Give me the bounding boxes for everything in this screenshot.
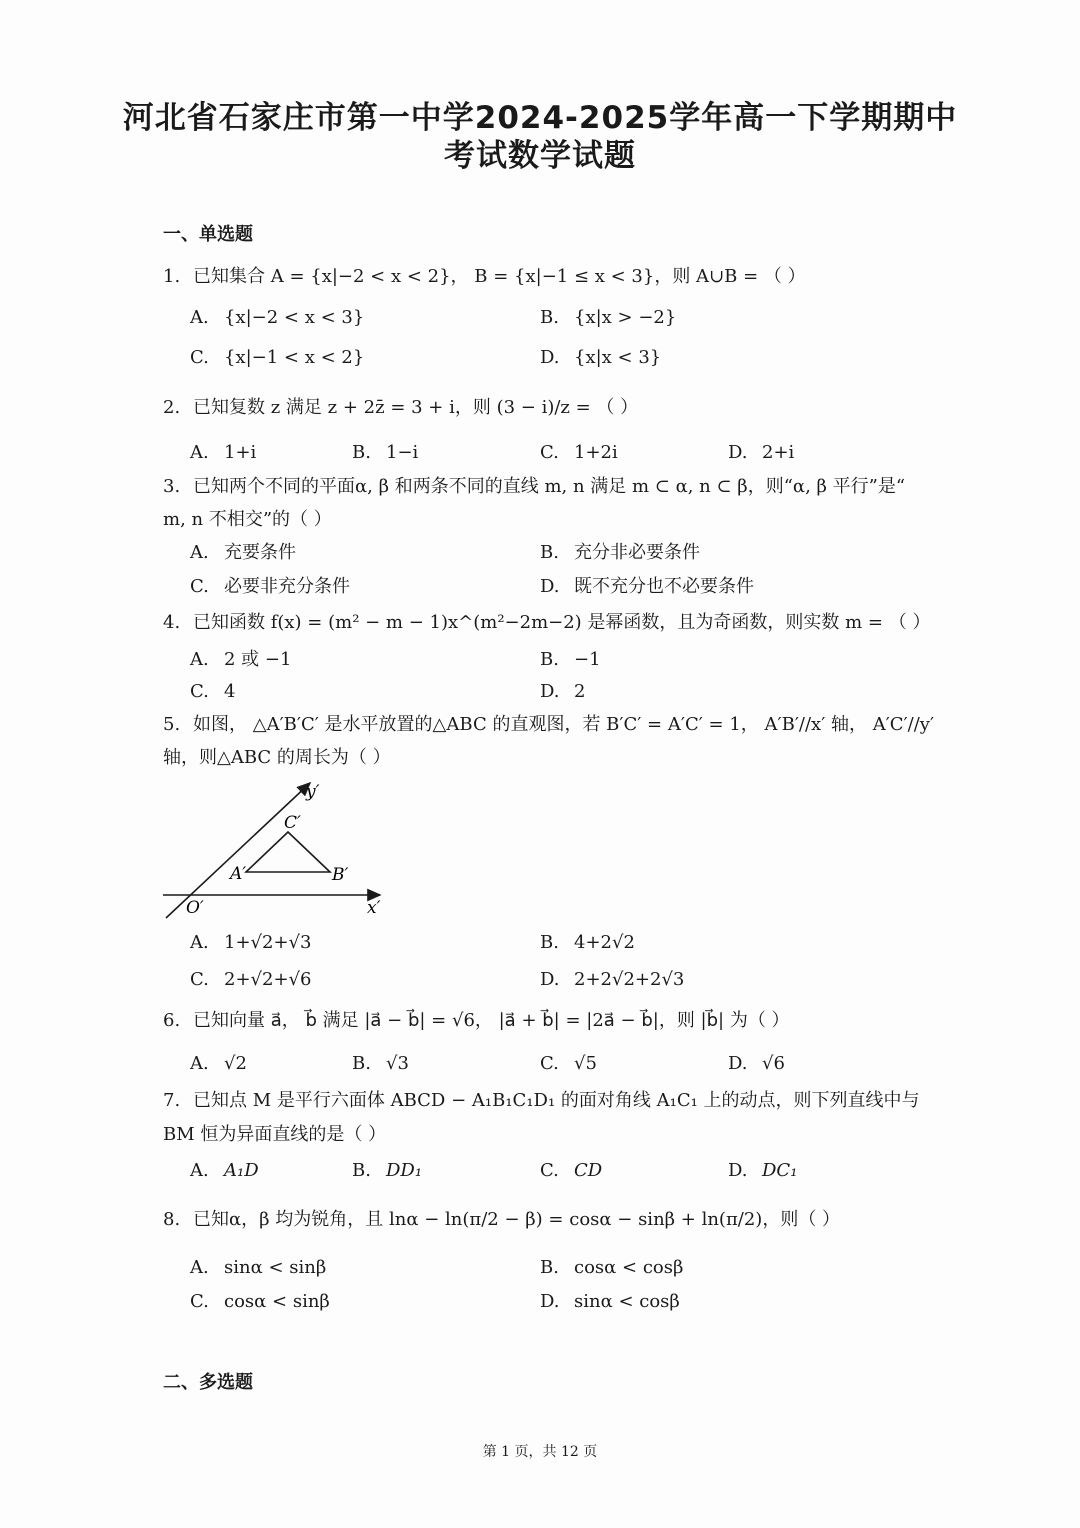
triangle-a-b-c-prime <box>246 832 330 872</box>
option-b: B. 4+2√2 <box>540 932 635 953</box>
option-d: D. 2+i <box>728 442 795 463</box>
option-d: D. {x|x < 3} <box>540 347 662 368</box>
question-text: 已知α，β 均为锐角，且 lnα − ln(π/2 − β) = cosα − sinβ + ln(π/2)，则（ ） <box>193 1209 841 1230</box>
option-b: B. cosα < cosβ <box>540 1257 684 1278</box>
option-a: A. 2 或 −1 <box>190 649 292 670</box>
question-number: 1. <box>163 266 181 287</box>
option-d: D. 2+2√2+2√3 <box>540 969 685 990</box>
option-b: B. 充分非必要条件 <box>540 542 700 563</box>
question-1 <box>163 265 806 289</box>
question-number: 6. <box>163 1010 181 1031</box>
question-text: 如图， △A′B′C′ 是水平放置的△ABC 的直观图，若 B′C′ = A′C′ = 1， A′B′//x′ 轴， A′C′//y′ <box>193 714 935 735</box>
question-text: 已知函数 f(x) = (m² − m − 1)x^(m²−2m−2) 是幂函数，且为奇函数，则实数 m = （ ） <box>193 612 931 633</box>
label-x-prime: x′ <box>367 898 381 918</box>
question-5-line-2: 轴，则△ABC 的周长为（ ） <box>163 747 391 768</box>
question-3-line-2: m, n 不相交”的（ ） <box>163 509 332 530</box>
question-text: 已知两个不同的平面α, β 和两条不同的直线 m, n 满足 m ⊂ α, n ⊂ β，则“α, β 平行”是“ <box>193 476 906 497</box>
question-number: 2. <box>163 397 181 418</box>
option-b: B. {x|x > −2} <box>540 307 677 328</box>
section-heading-multi: 二、多选题 <box>163 1372 253 1393</box>
option-a: A. 1+i <box>190 442 257 463</box>
question-4 <box>163 611 930 635</box>
option-a: A. {x|−2 < x < 3} <box>190 307 365 328</box>
oblique-projection-figure <box>160 775 400 925</box>
page-footer: 第 1 页，共 12 页 <box>482 1444 598 1460</box>
option-c: C. cosα < sinβ <box>190 1291 330 1312</box>
option-d: D. 既不充分也不必要条件 <box>540 576 754 597</box>
question-number: 4. <box>163 612 181 633</box>
option-a: A. 1+√2+√3 <box>190 932 312 953</box>
option-c: C. CD <box>540 1160 603 1181</box>
question-2 <box>163 396 638 420</box>
question-text: 已知向量 a⃗， b⃗ 满足 |a⃗ − b⃗| = √6， |a⃗ + b⃗| = |2a⃗ − b⃗|，则 |b⃗| 为（ ） <box>193 1010 790 1031</box>
option-b: B. −1 <box>540 649 601 670</box>
option-c: C. 4 <box>190 681 236 702</box>
option-b: B. √3 <box>352 1053 409 1074</box>
question-7 <box>163 1089 920 1113</box>
option-c: C. 2+√2+√6 <box>190 969 312 990</box>
section-heading-single: 一、单选题 <box>163 224 253 245</box>
option-c: C. 必要非充分条件 <box>190 576 350 597</box>
option-a: A. sinα < sinβ <box>190 1257 327 1278</box>
question-number: 3. <box>163 476 181 497</box>
question-number: 5. <box>163 714 181 735</box>
question-7-line-2: BM 恒为异面直线的是（ ） <box>163 1124 387 1145</box>
question-text: 已知集合 A = {x|−2 < x < 2}， B = {x|−1 ≤ x < 3}，则 A∪B = （ ） <box>193 266 806 287</box>
option-a: A. 充要条件 <box>190 542 296 563</box>
option-d: D. 2 <box>540 681 586 702</box>
option-a: A. √2 <box>190 1053 247 1074</box>
page-title-line-2: 考试数学试题 <box>444 138 636 174</box>
question-6 <box>163 1009 790 1033</box>
option-d: D. DC₁ <box>728 1160 798 1181</box>
label-a-prime: A′ <box>230 864 247 884</box>
question-number: 7. <box>163 1090 181 1111</box>
question-8 <box>163 1208 840 1232</box>
question-text: 已知点 M 是平行六面体 ABCD − A₁B₁C₁D₁ 的面对角线 A₁C₁ 上的动点，则下列直线中与 <box>193 1090 920 1111</box>
label-b-prime: B′ <box>332 865 349 885</box>
label-origin: O′ <box>186 898 204 918</box>
option-c: C. 1+2i <box>540 442 618 463</box>
question-5 <box>163 713 934 737</box>
question-text: 已知复数 z 满足 z + 2z̄ = 3 + i，则 (3 − i)/z = （ ） <box>193 397 639 418</box>
question-3 <box>163 475 905 499</box>
option-a: A. A₁D <box>190 1160 259 1181</box>
option-d: D. sinα < cosβ <box>540 1291 680 1312</box>
option-d: D. √6 <box>728 1053 785 1074</box>
option-c: C. √5 <box>540 1053 597 1074</box>
option-b: B. 1−i <box>352 442 419 463</box>
label-y-prime: y′ <box>306 782 320 802</box>
option-b: B. DD₁ <box>352 1160 423 1181</box>
question-number: 8. <box>163 1209 181 1230</box>
label-c-prime: C′ <box>284 813 301 833</box>
option-c: C. {x|−1 < x < 2} <box>190 347 365 368</box>
page-title-line-1: 河北省石家庄市第一中学2024-2025学年高一下学期期中 <box>122 100 958 136</box>
